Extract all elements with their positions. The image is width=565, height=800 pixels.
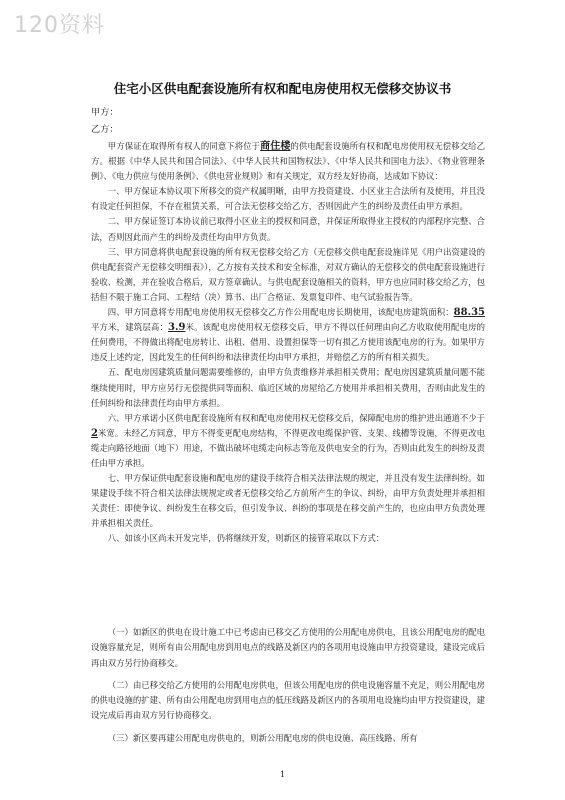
paragraph-7: 七、甲方保证供电配套设施和配电房的建设手续符合相关法律法规的规定，并且没有发生法律纠纷。如果建设手续不符合相关法律法规规定或者无偿移交给乙方前所产生的争议、纠纷，由甲方负责处理并承担相关责任：即使争议、纠纷发生在移交后，但引发争议、纠纷的事项是在移交前产生的，也应由甲方负责处理并承担相关责任。 [91, 473, 485, 529]
clause-3: （三）新区要再建公用配电房供电的，则新公用配电房的供电设施、高压线路、所有 [107, 732, 418, 743]
paragraph-3: 三、甲方同意将供电配套设施的所有权无偿移交给乙方（无偿移交供电配套设施详见《用户出资建设的供电配套资产无偿移交明细表》），乙方按有关技术和安全标准，对双方确认的无偿移交的供电配套设施进行验收、检测，并在验收合格后，双方签章确认。与供电配套设施相关的资料，甲方也应同时移交给乙方，包括但不限于施工合同、工程结（决）算书、出厂合格证、发票复印件、电气试验报告等。 [91, 246, 485, 302]
location-field: 商住楼 [260, 141, 291, 152]
clause-2: （二）由已移交给乙方使用的公用配电房供电，但该公用配电房的供电设施容量不充足，则公用配电房的供电设施的扩建、所有由公用配电房到用电点的低压线路及新区内的各项用电设施均由甲方投资建设，建设完成后再由双方另行协商移交。 [91, 679, 485, 721]
area-field: 88.35 [453, 307, 485, 319]
document-title: 住宅小区供电配套设施所有权和配电房使用权无偿移交协议书 [113, 81, 452, 96]
channel-width-field: 2 [91, 427, 98, 439]
clause-1: （一）如新区的供电在设计施工中已考虑由已移交乙方使用的公用配电房供电，且该公用配电房的配电设施容量充足，则所有由公用配电房到用电点的线路及新区内的各项用电设施由甲方投资建设，建设完成后再由双方另行协商移交。 [91, 627, 485, 668]
party-a-label: 甲方： [91, 107, 119, 118]
paragraph-5: 五、配电房因建筑质量问题需要维修的，由甲方负责维修并承担相关费用；配电房因建筑质量问题不能继续使用时，甲方应另行无偿提供同等面积、临近区域的房屋给乙方使用并承担相关费用，否则由此发生的任何纠纷和法律责任均由甲方承担。 [91, 367, 485, 408]
agreement-body [91, 139, 485, 547]
height-field: 3.9 [168, 322, 186, 334]
paragraph-1: 一、甲方保证本协议项下所移交的资产权属明晰，由甲方投资建设、小区业主合法所有及使用，并且没有设定任何担保，不存在租赁关系，可合法无偿移交给乙方，否则因此产生的纠纷及责任由甲方承担。 [91, 186, 485, 212]
watermark: 120资料 [14, 13, 105, 38]
intro-paragraph: 甲方保证在取得所有权人的同意下将位于商住楼的供电配套设施所有权和配电房使用权无偿移交给乙方。根据《中华人民共和国合同法》、《中华人民共和国物权法》、《中华人民共和国电力法》、《物业管理条例》、《电力供应与使用条例》、《供电营业规则》和有关规定，双方经友好协商，达成如下协议： [91, 141, 486, 182]
paragraph-4: 四、甲方同意将专用配电房使用权无偿移交乙方作公用配电房长期使用，该配电房建筑面积：88.35平方米，建筑层高：3.9米。该配电房使用权无偿移交后，甲方不得以任何理由向乙方收取使用配电房的任何费用，不得做出将配电房转让、出租、借用、设置担保等一切有损乙方使用该配电房的行为。如果甲方违反上述约定，因此发生的任何纠纷和法律责任均由甲方承担，并赔偿乙方的所有相关损失。 [91, 307, 485, 363]
page-number: 1 [279, 770, 286, 779]
clauses-section [91, 625, 485, 753]
paragraph-8: 八、如该小区尚未开发完毕，仍将继续开发，则新区的接管采取以下方式： [107, 533, 385, 544]
party-b-label: 乙方： [91, 124, 119, 135]
paragraph-2: 二、甲方保证签订本协议前已取得小区业主的授权和同意，并保证所取得业主授权的内部程序完整、合法，否则因此而产生的纠纷及责任均由甲方负责。 [91, 216, 485, 242]
paragraph-6: 六、甲方承诺小区供电配套设施所有权和配电房使用权无偿移交后，保障配电房的维护进出通道不少于2米宽。未经乙方同意，甲方不得变更配电房结构，不得更改电缆保护管、支架、线槽等设施，不得更改电缆走向路径地面（地下）用途，不做出破坏电缆走向标志等危及供电安全的行为，否则由此发生的纠纷及责任由甲方承担。 [91, 412, 485, 468]
